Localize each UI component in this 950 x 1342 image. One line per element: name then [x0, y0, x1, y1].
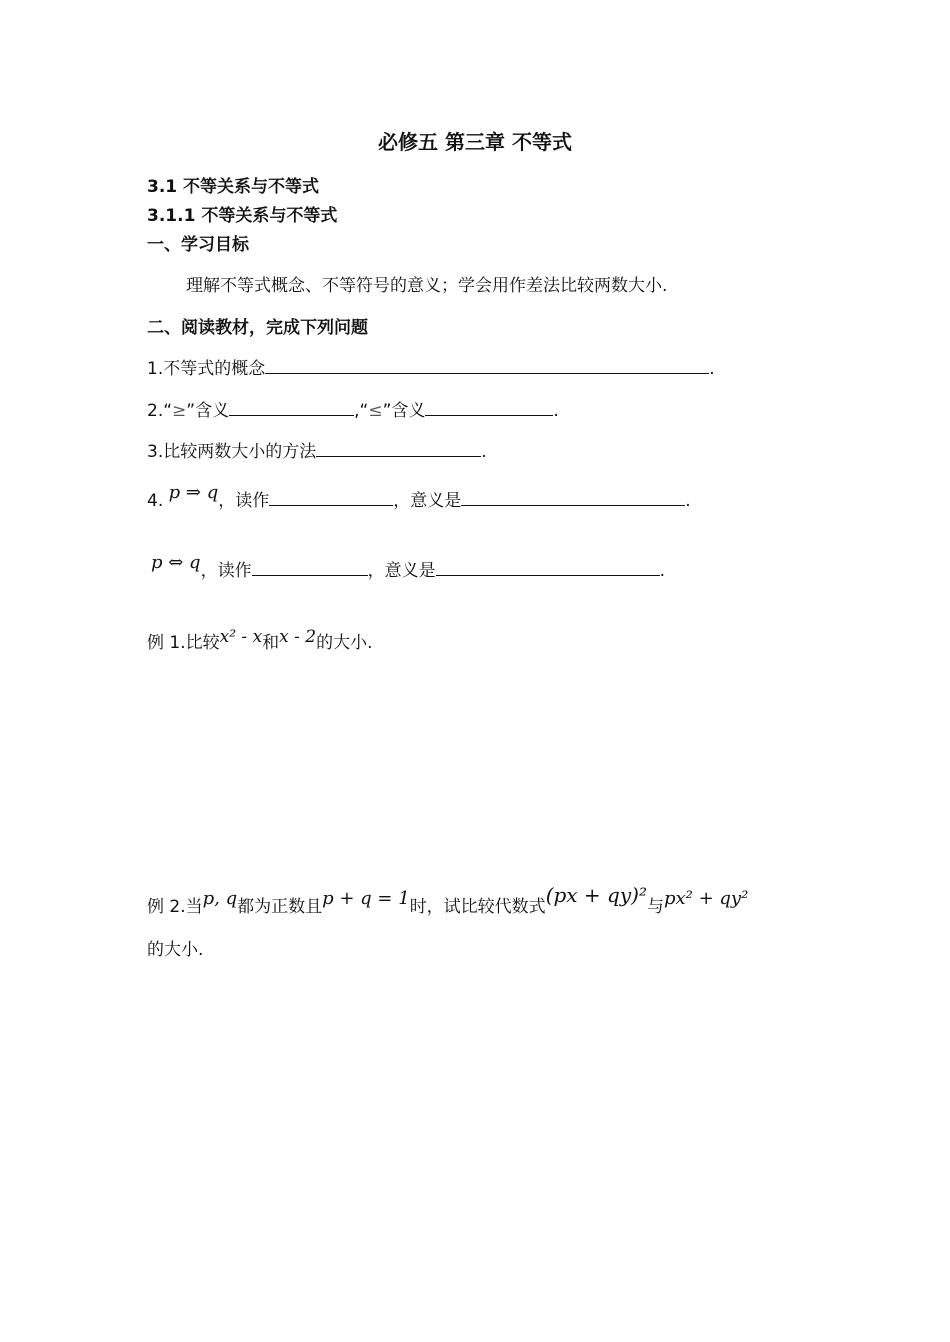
period: .: [553, 401, 559, 421]
example-1: [147, 628, 373, 653]
period: .: [481, 442, 487, 462]
question-4b-read: ，读作: [200, 561, 252, 581]
answer-blank-3[interactable]: [316, 440, 481, 457]
math-p-q: p, q: [202, 888, 238, 909]
example-2-prefix: 例 2.当: [147, 897, 203, 917]
question-2-text-a: 2.“: [147, 401, 173, 421]
answer-blank-2a[interactable]: [229, 399, 354, 416]
answer-blank-1[interactable]: [265, 357, 709, 374]
example-2-and: 与: [646, 897, 664, 917]
example-2: [147, 883, 749, 917]
part-heading-goals: 一、学习目标: [147, 235, 249, 255]
question-3-text: 3.比较两数大小的方法: [147, 442, 317, 462]
answer-blank-4b[interactable]: [461, 489, 685, 506]
question-2-text-b: ”含义: [186, 401, 230, 421]
example-1-prefix: 例 1.比较: [147, 633, 220, 653]
question-1-text: 1.不等式的概念: [147, 359, 266, 379]
period: .: [709, 359, 715, 379]
example-2-mid: 都为正数且: [237, 897, 323, 917]
learning-goal-text: 理解不等式概念、不等符号的意义；学会用作差法比较两数大小.: [186, 276, 668, 296]
math-expression-2: px² + qy²: [663, 888, 749, 909]
answer-blank-2b[interactable]: [425, 399, 553, 416]
question-2-text-d: ”含义: [382, 401, 426, 421]
answer-blank-4a[interactable]: [269, 489, 393, 506]
period: .: [659, 561, 665, 581]
question-2-text-c: ,“: [354, 401, 369, 421]
period: .: [685, 491, 691, 511]
example-1-and: 和: [262, 633, 280, 653]
math-expression-1: (px + qy)²: [545, 883, 647, 907]
section-heading-3-1-1: 3.1.1 不等关系与不等式: [147, 206, 338, 226]
document-title: 必修五 第三章 不等式: [378, 130, 572, 154]
question-4b-mean: ，意义是: [367, 561, 436, 581]
geq-symbol: ≥: [172, 401, 187, 421]
question-2: [147, 396, 559, 421]
section-heading-3-1: 3.1 不等关系与不等式: [147, 177, 320, 197]
answer-blank-5b[interactable]: [436, 559, 660, 576]
answer-blank-5a[interactable]: [252, 559, 368, 576]
math-condition: p + q = 1: [322, 888, 410, 909]
implies-expression: p ⇒ q: [168, 482, 219, 503]
example-1-suffix: 的大小.: [316, 633, 373, 653]
math-x-minus-2: x - 2: [279, 627, 317, 647]
question-4-read: ，读作: [218, 491, 270, 511]
iff-expression: p ⇔ q: [151, 552, 201, 573]
question-1: [147, 354, 715, 379]
example-2-mid2: 时，试比较代数式: [409, 897, 546, 917]
question-3: [147, 437, 487, 462]
question-4-number: 4.: [147, 491, 164, 511]
question-4: [147, 482, 691, 511]
question-4-mean: ，意义是: [393, 491, 462, 511]
question-4-equivalence: [151, 552, 665, 581]
math-x-squared-minus-x: x² - x: [219, 627, 263, 647]
part-heading-reading: 二、阅读教材，完成下列问题: [147, 318, 368, 338]
example-2-suffix: 的大小.: [147, 940, 204, 960]
leq-symbol: ≤: [368, 401, 383, 421]
